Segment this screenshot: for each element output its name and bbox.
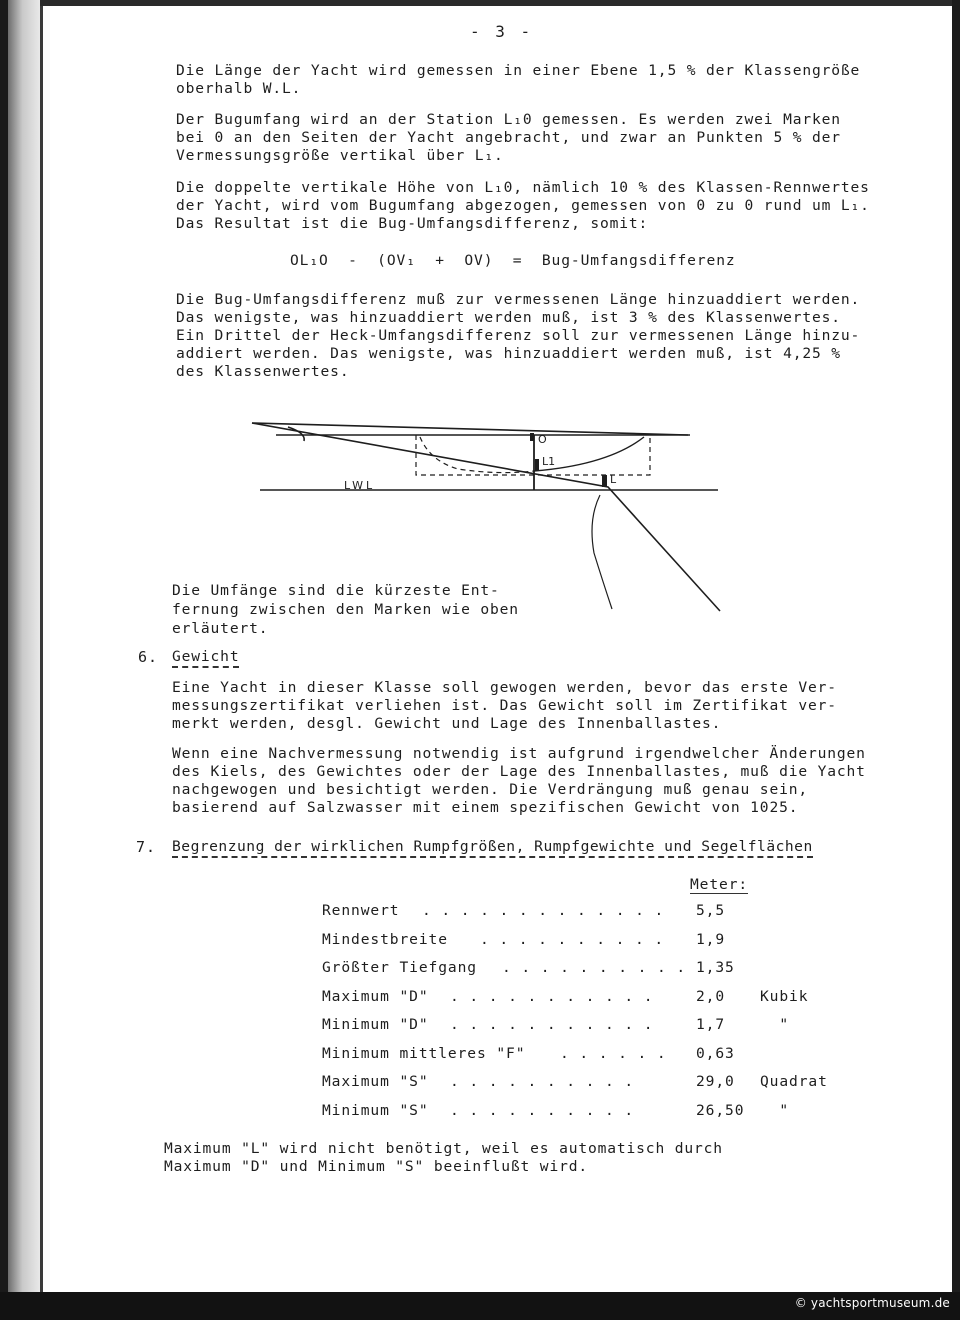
limits-row xyxy=(322,1073,862,1095)
section-6-p2-line3: nachgewogen und besichtigt werden. Die Verdrängung muß genau sein, xyxy=(172,781,808,798)
limits-row-value: 2,0 xyxy=(696,987,726,1005)
limits-row-leader-dots: . . . . . . . . . . . xyxy=(450,987,654,1005)
limits-row-leader-dots: . . . . . . . . . . xyxy=(480,930,665,948)
section-7-title xyxy=(172,838,813,856)
intro-p4-line4: addiert werden. Das wenigste, was hinzuaddiert werden muß, ist 4,25 % xyxy=(176,345,841,362)
right-scan-edge xyxy=(952,0,960,1320)
limits-row-label: Minimum "D" xyxy=(322,1016,429,1033)
limits-row-value: 26,50 xyxy=(696,1101,745,1119)
section-6-title-text: Gewicht xyxy=(172,648,239,668)
mark-l1-rect xyxy=(535,459,539,471)
limits-row xyxy=(322,931,862,953)
section-6-p1-line1: Eine Yacht in dieser Klasse soll gewogen werden, bevor das erste Ver- xyxy=(172,679,837,696)
label-o: O xyxy=(538,433,547,446)
watermark: © yachtsportmuseum.de xyxy=(794,1296,950,1310)
intro-p4-line3: Ein Drittel der Heck-Umfangsdifferenz soll zur vermessenen Länge hinzu- xyxy=(176,327,861,344)
label-l1: L1 xyxy=(542,455,556,468)
label-l: L xyxy=(610,473,617,486)
intro-p4-line5: des Klassenwertes. xyxy=(176,363,350,380)
intro-p1-line1: Die Länge der Yacht wird gemessen in einer Ebene 1,5 % der Klassengröße xyxy=(176,62,861,79)
page-edge-line xyxy=(40,0,43,1320)
section-6-p1-line2: messungszertifikat verliehen ist. Das Gewicht soll im Zertifikat ver- xyxy=(172,697,837,714)
limits-row-unit: Quadrat xyxy=(760,1073,828,1090)
limits-row-value: 5,5 xyxy=(696,902,726,919)
limits-row-value: 0,63 xyxy=(696,1044,735,1062)
section-6-p2-line1: Wenn eine Nachvermessung notwendig ist aufgrund irgendwelcher Änderungen xyxy=(172,745,866,762)
page-number: - 3 - xyxy=(470,22,534,41)
intro-p2-line3: Vermessungsgröße vertikal über L₁. xyxy=(176,147,504,164)
limits-row-unit: " xyxy=(760,1101,790,1119)
intro-p2-line2: bei 0 an den Seiten der Yacht angebracht, und zwar an Punkten 5 % der xyxy=(176,129,841,146)
section-6-number: 6. xyxy=(138,648,159,666)
limits-row-label: Minimum mittleres "F" xyxy=(322,1044,526,1062)
top-scan-edge xyxy=(40,0,960,6)
intro-p1-line2: oberhalb W.L. xyxy=(176,80,302,97)
diagram-caption-line3: erläutert. xyxy=(172,620,269,637)
section-7-title-text: Begrenzung der wirklichen Rumpfgrößen, Rumpfgewichte und Segelflächen xyxy=(172,838,813,858)
limits-row-label: Minimum "S" xyxy=(322,1101,429,1119)
limits-row-value: 1,7 xyxy=(696,1016,726,1033)
limits-row-value: 1,35 xyxy=(696,959,735,976)
limits-row-label: Größter Tiefgang xyxy=(322,959,477,976)
limits-row-leader-dots: . . . . . . . . . . . xyxy=(450,1016,654,1033)
limits-row xyxy=(322,1045,862,1067)
limits-row xyxy=(322,902,862,924)
intro-p4-line1: Die Bug-Umfangsdifferenz muß zur vermessenen Länge hinzuaddiert werden. xyxy=(176,291,861,308)
limits-row-value: 29,0 xyxy=(696,1073,735,1090)
limits-row-label: Maximum "S" xyxy=(322,1073,429,1090)
limits-row-label: Rennwert xyxy=(322,902,400,919)
keel-curve xyxy=(592,495,612,609)
book-spine-shadow xyxy=(0,0,8,1320)
dashed-girth-curve xyxy=(420,437,534,473)
section-7-note-line2: Maximum "D" und Minimum "S" beeinflußt wird. xyxy=(164,1158,588,1175)
limits-row-value: 1,9 xyxy=(696,930,726,948)
limits-row-unit: " xyxy=(760,1016,790,1033)
limits-row-label: Mindestbreite xyxy=(322,930,448,948)
limits-row xyxy=(322,959,862,981)
limits-row xyxy=(322,1102,862,1124)
mark-l-rect xyxy=(602,475,607,487)
limits-row-leader-dots: . . . . . . . . . . xyxy=(502,959,687,976)
limits-row-leader-dots: . . . . . . xyxy=(560,1044,667,1062)
sheer-line xyxy=(252,423,688,435)
bow-girth-formula: OL₁O - (OV₁ + OV) = Bug-Umfangsdifferenz xyxy=(290,252,736,269)
limits-row-leader-dots: . . . . . . . . . . xyxy=(450,1101,635,1119)
limits-row-leader-dots: . . . . . . . . . . . . . xyxy=(422,902,665,919)
book-spine-gutter xyxy=(8,0,40,1320)
diagram-caption-line1: Die Umfänge sind die kürzeste Ent- xyxy=(172,582,500,599)
section-6-p2-line2: des Kiels, des Gewichtes oder der Lage des Innenballastes, muß die Yacht xyxy=(172,763,866,780)
limits-row-leader-dots: . . . . . . . . . . xyxy=(450,1073,635,1090)
label-lwl: LWL xyxy=(344,479,376,492)
intro-p3-line2: der Yacht, wird vom Bugumfang abgezogen, gemessen von 0 zu 0 rund um L₁. xyxy=(176,197,870,214)
intro-p3-line1: Die doppelte vertikale Höhe von L₁0, nämlich 10 % des Klassen-Rennwertes xyxy=(176,179,870,196)
section-6-title xyxy=(172,648,239,666)
limits-row xyxy=(322,1016,862,1038)
section-7-number: 7. xyxy=(136,838,157,856)
mark-o-rect xyxy=(530,433,534,441)
limits-row xyxy=(322,988,862,1010)
intro-p4-line2: Das wenigste, was hinzuaddiert werden muß, ist 3 % des Klassenwertes. xyxy=(176,309,841,326)
limits-row-label: Maximum "D" xyxy=(322,987,429,1005)
intro-p3-line3: Das Resultat ist die Bug-Umfangsdifferenz, somit: xyxy=(176,215,649,232)
limits-row-unit: Kubik xyxy=(760,987,809,1005)
section-6-p2-line4: basierend auf Salzwasser mit einem spezifischen Gewicht von 1025. xyxy=(172,799,799,816)
meter-unit-header: Meter: xyxy=(690,876,749,893)
intro-p2-line1: Der Bugumfang wird an der Station L₁0 gemessen. Es werden zwei Marken xyxy=(176,111,841,128)
diagram-caption-line2: fernung zwischen den Marken wie oben xyxy=(172,601,519,618)
section-7-note-line1: Maximum "L" wird nicht benötigt, weil es automatisch durch xyxy=(164,1140,723,1157)
section-6-p1-line3: merkt werden, desgl. Gewicht und Lage des Innenballastes. xyxy=(172,715,722,732)
